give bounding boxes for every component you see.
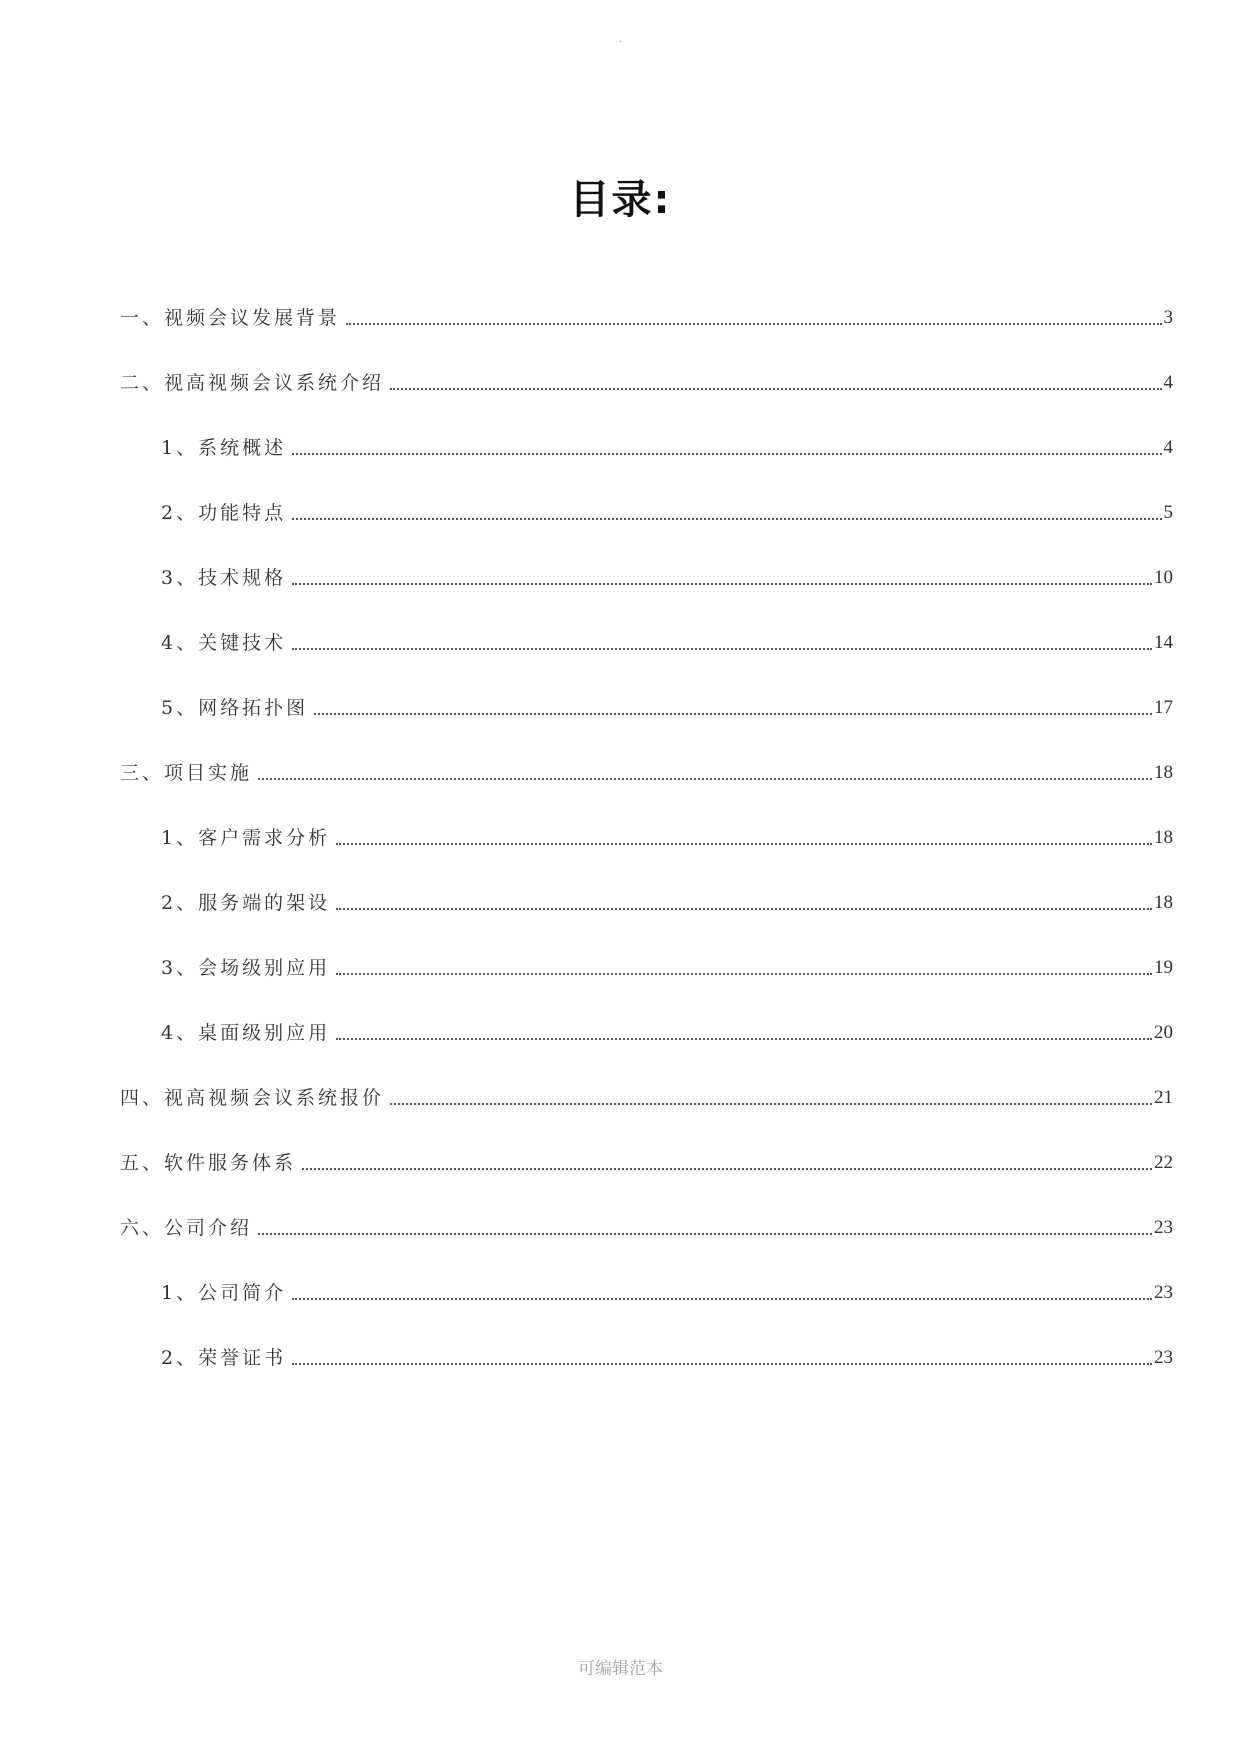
toc-dot-leader [336, 843, 1152, 845]
toc-entry-label: 2、服务端的架设 [161, 892, 331, 914]
toc-entry[interactable] [120, 265, 1173, 330]
toc-entry-label: 一、视频会议发展背景 [120, 307, 341, 329]
toc-dot-leader [390, 388, 1161, 390]
toc-entry-label: 2、功能特点 [161, 502, 287, 524]
toc-entry[interactable] [120, 395, 1173, 460]
toc-dot-leader [258, 1233, 1152, 1235]
toc-entry[interactable] [120, 1175, 1173, 1240]
toc-entry[interactable] [120, 850, 1173, 915]
toc-dot-leader [292, 1363, 1152, 1365]
toc-entry-page-number: 4 [1163, 437, 1173, 458]
toc-entry-page-number: 23 [1154, 1282, 1173, 1303]
toc-entry[interactable] [120, 1305, 1173, 1370]
toc-entry-label: 3、技术规格 [161, 567, 287, 589]
toc-dot-leader [302, 1168, 1152, 1170]
toc-dot-leader [292, 648, 1152, 650]
toc-dot-leader [314, 713, 1152, 715]
toc-entry-page-number: 5 [1163, 502, 1173, 523]
toc-entry-label: 2、荣誉证书 [161, 1347, 287, 1369]
toc-dot-leader [346, 323, 1161, 325]
toc-entry-label: 1、客户需求分析 [161, 827, 331, 849]
toc-entry-page-number: 18 [1154, 827, 1173, 848]
table-of-contents [120, 265, 1173, 1370]
toc-dot-leader [336, 973, 1152, 975]
toc-dot-leader [336, 1038, 1152, 1040]
toc-entry-page-number: 23 [1154, 1217, 1173, 1238]
toc-entry-label: 四、视高视频会议系统报价 [120, 1087, 385, 1109]
page-title: 目录: [569, 177, 672, 223]
toc-entry-label: 1、公司简介 [161, 1282, 287, 1304]
toc-entry-page-number: 10 [1154, 567, 1173, 588]
toc-dot-leader [292, 518, 1161, 520]
toc-entry-label: 1、系统概述 [161, 437, 287, 459]
toc-entry[interactable] [120, 1045, 1173, 1110]
toc-entry-label: 4、关键技术 [161, 632, 287, 654]
toc-entry[interactable] [120, 915, 1173, 980]
toc-entry[interactable] [120, 525, 1173, 590]
toc-entry-page-number: 20 [1154, 1022, 1173, 1043]
toc-entry-page-number: 17 [1154, 697, 1173, 718]
toc-entry-label: 3、会场级别应用 [161, 957, 331, 979]
toc-dot-leader [258, 778, 1152, 780]
toc-entry-page-number: 22 [1154, 1152, 1173, 1173]
toc-entry-page-number: 23 [1154, 1347, 1173, 1368]
toc-entry[interactable] [120, 720, 1173, 785]
toc-entry[interactable] [120, 590, 1173, 655]
toc-dot-leader [292, 1298, 1152, 1300]
toc-entry-label: 二、视高视频会议系统介绍 [120, 372, 385, 394]
toc-entry[interactable] [120, 785, 1173, 850]
toc-entry[interactable] [120, 980, 1173, 1045]
toc-entry-label: 五、软件服务体系 [120, 1152, 297, 1174]
toc-entry-page-number: 14 [1154, 632, 1173, 653]
toc-dot-leader [292, 583, 1152, 585]
toc-entry-page-number: 3 [1163, 307, 1173, 328]
header-mark: . [618, 34, 623, 45]
toc-entry-page-number: 19 [1154, 957, 1173, 978]
toc-entry-page-number: 18 [1154, 762, 1173, 783]
toc-entry[interactable] [120, 330, 1173, 395]
toc-entry-label: 六、公司介绍 [120, 1217, 253, 1239]
toc-entry-page-number: 4 [1163, 372, 1173, 393]
toc-dot-leader [390, 1103, 1152, 1105]
toc-entry-page-number: 18 [1154, 892, 1173, 913]
page-footer: 可编辑范本 [578, 1659, 663, 1679]
toc-entry-label: 5、网络拓扑图 [161, 697, 309, 719]
toc-dot-leader [336, 908, 1152, 910]
toc-entry[interactable] [120, 460, 1173, 525]
toc-entry-page-number: 21 [1154, 1087, 1173, 1108]
toc-entry-label: 4、桌面级别应用 [161, 1022, 331, 1044]
toc-dot-leader [292, 453, 1161, 455]
toc-entry-label: 三、项目实施 [120, 762, 253, 784]
toc-entry[interactable] [120, 1240, 1173, 1305]
toc-entry[interactable] [120, 1110, 1173, 1175]
toc-entry[interactable] [120, 655, 1173, 720]
